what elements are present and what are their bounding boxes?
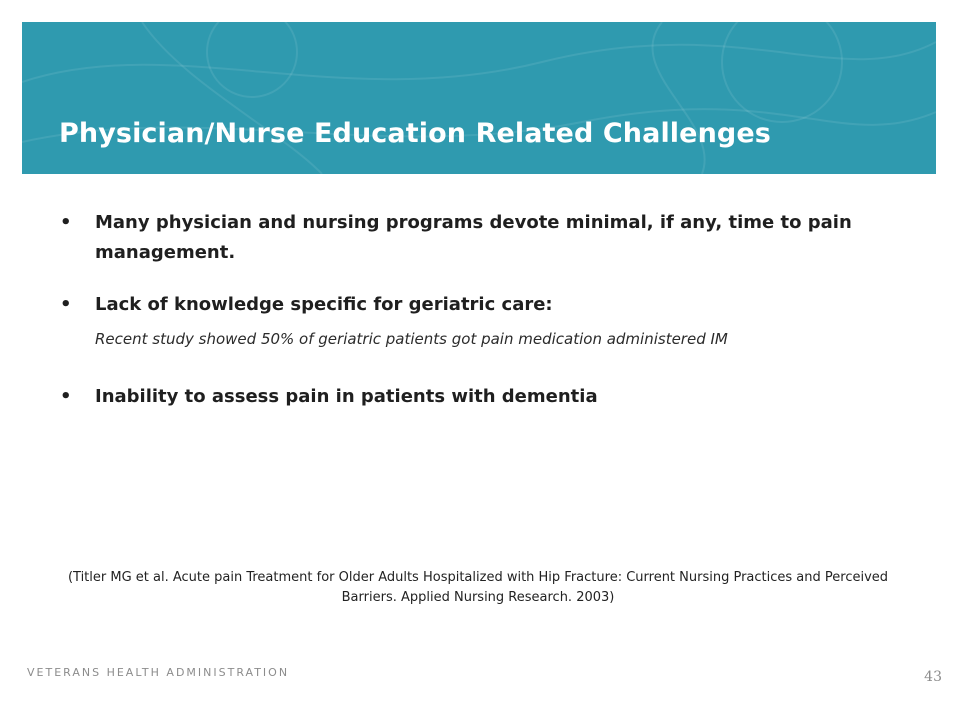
bullet-text: Many physician and nursing programs devote minimal, if any, time to pain management. — [95, 212, 852, 263]
banner-texture — [22, 22, 936, 174]
bullet-icon: • — [60, 294, 72, 315]
title-banner — [22, 22, 936, 174]
bullet-list — [60, 208, 880, 412]
footer-organization: VETERANS HEALTH ADMINISTRATION — [27, 666, 290, 679]
page-number: 43 — [924, 669, 942, 685]
slide-title: Physician/Nurse Education Related Challenges — [59, 118, 771, 149]
bullet-text: Inability to assess pain in patients with dementia — [95, 386, 598, 407]
bullet-item — [60, 382, 880, 412]
bullet-icon: • — [60, 386, 72, 407]
bullet-text: Lack of knowledge specific for geriatric care: — [95, 294, 553, 315]
bullet-subtext: Recent study showed 50% of geriatric patients got pain medication administered IM — [95, 330, 728, 348]
bullet-item — [60, 208, 880, 268]
citation: (Titler MG et al. Acute pain Treatment for Older Adults Hospitalized with Hip Fracture: Current Nursing Practices and Perceived Barriers. Applied Nursing Research. 2003) — [67, 570, 889, 605]
bullet-icon: • — [60, 212, 72, 233]
bullet-item — [60, 290, 880, 320]
